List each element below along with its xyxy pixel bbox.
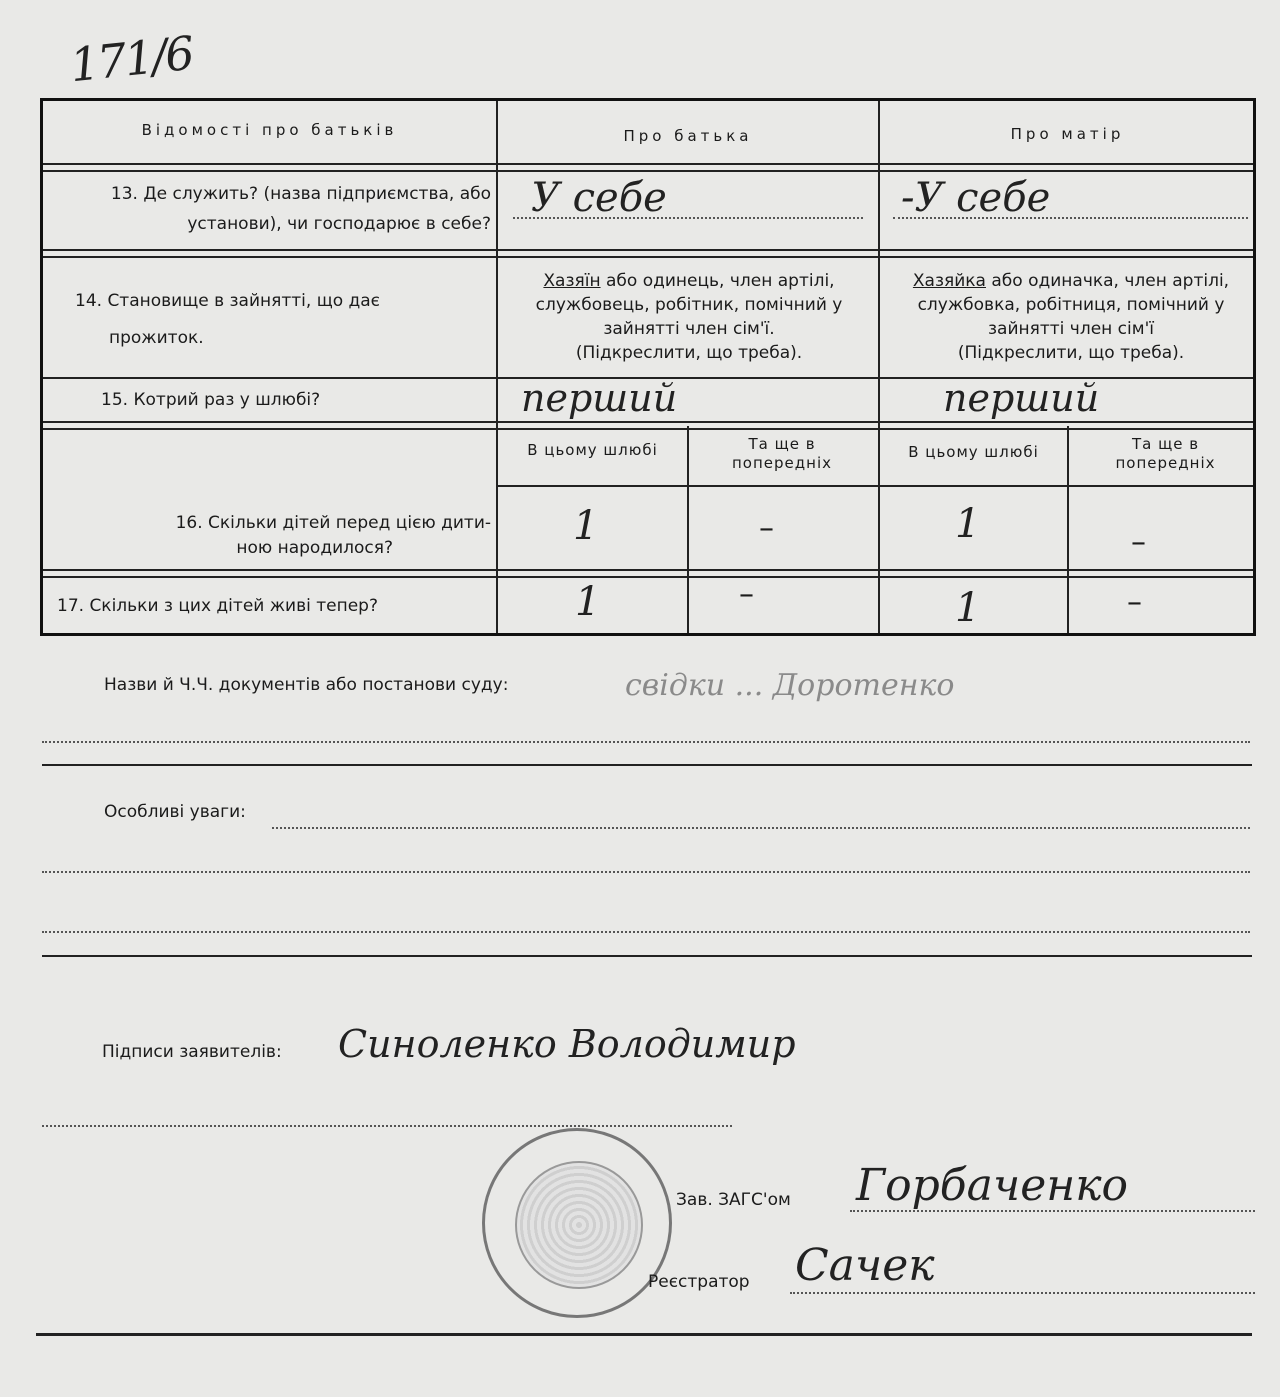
q15-label: 15. Котрий раз у шлюбі? <box>101 390 321 410</box>
q16-father-previous: – <box>759 511 774 546</box>
q17-label: 17. Скільки з цих дітей живі тепер? <box>57 596 378 616</box>
registrar-signature: Сачек <box>795 1240 935 1291</box>
q14-mother-options: Хазяйка або одиначка, член артілі, службовка, робітниця, помічний у зайнятті член сім'ї (Підкреслити, що треба). <box>912 271 1230 363</box>
q14-mother-selected: Хазяйка <box>912 271 986 291</box>
q14-label-line1: 14. Становище в зайнятті, що дає <box>75 291 381 311</box>
q17-mother-this: 1 <box>955 585 981 631</box>
q17-father-previous: – <box>739 577 754 612</box>
official-seal <box>482 1128 672 1318</box>
header-father: Про батька <box>623 127 753 145</box>
q15-mother-answer: перший <box>943 376 1100 420</box>
applicants-signature-label: Підписи заявителів: <box>102 1042 282 1062</box>
remarks-label: Особливі уваги: <box>104 802 246 822</box>
q16-father-this: 1 <box>573 503 599 549</box>
documents-handwritten: свідки ... Доротенко <box>625 668 955 703</box>
documents-label: Назви й Ч.Ч. документів або постанови суду: <box>104 675 509 695</box>
q16-label-line1: 16. Скільки дітей перед цією дити- <box>175 513 491 533</box>
q13-father-answer: У себе <box>531 175 667 221</box>
q13-mother-answer: -У себе <box>901 175 1051 221</box>
q16-label-line2: ною народилося? <box>236 538 393 558</box>
applicants-signature: Синоленко Володимир <box>338 1022 796 1066</box>
q17-father-this: 1 <box>575 579 601 625</box>
subheader-father-this: В цьому шлюбі <box>527 441 658 459</box>
q14-father-options: Хазяїн або одинець, член артілі, службовець, робітник, помічний у зайнятті член сім'ї. (Підкреслити, що треба). <box>535 271 843 363</box>
q14-father-note: (Підкреслити, що треба). <box>575 343 803 363</box>
parents-table <box>40 98 1256 636</box>
head-registry-signature: Горбаченко <box>856 1160 1129 1211</box>
q16-mother-this: 1 <box>955 501 981 547</box>
q14-label-line2: прожиток. <box>109 328 204 348</box>
header-parents-info: Відомості про батьків <box>141 121 398 139</box>
header-mother: Про матір <box>1010 125 1125 143</box>
subheader-mother-previous: Та ще в попередніх <box>1115 435 1216 472</box>
q16-mother-previous: – <box>1131 525 1146 560</box>
q13-label: 13. Де служить? (назва підприємства, або установи), чи господарює в себе? <box>110 184 491 234</box>
head-registry-label: Зав. ЗАГС'ом <box>676 1190 791 1210</box>
subheader-father-previous: Та ще в попередніх <box>732 435 832 472</box>
subheader-mother-this: В цьому шлюбі <box>908 443 1039 461</box>
corner-mark: 171/6 <box>67 25 196 93</box>
q14-mother-note: (Підкреслити, що треба). <box>957 343 1185 363</box>
q14-father-selected: Хазяїн <box>543 271 601 291</box>
registrar-label: Реєстратор <box>648 1272 750 1292</box>
q15-father-answer: перший <box>521 376 678 420</box>
q17-mother-previous: – <box>1127 585 1142 620</box>
